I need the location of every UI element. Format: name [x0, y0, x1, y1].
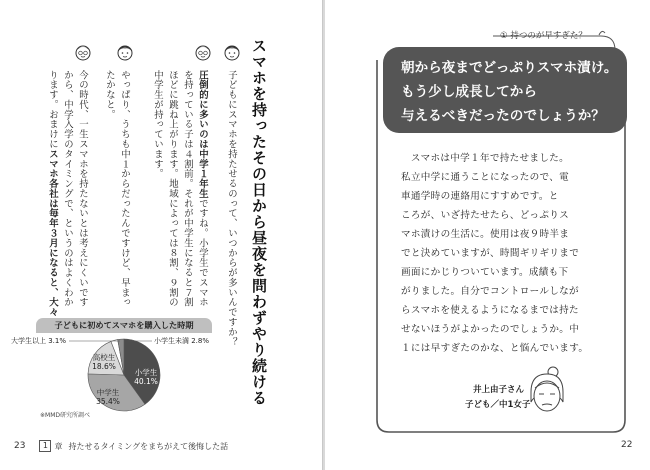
body-line: ころが、いざ持たせたら、どっぷりス: [401, 210, 570, 221]
body-line: 私立中学に通うことになったので、電: [401, 172, 570, 183]
body-line: がりました。自分でコントロールしなが: [401, 286, 579, 297]
text-run: ります。おまけに: [47, 70, 58, 150]
text-column: [76, 70, 88, 310]
expert-face-icon: [73, 42, 93, 62]
text-run: たかなと。: [104, 70, 115, 120]
slice-label: 中学生: [96, 388, 120, 397]
curl-icon: [597, 27, 607, 37]
chart-source-note: ※MMD研究所調べ: [40, 412, 91, 419]
text-column: [61, 70, 73, 310]
chapter-number-box: 1: [39, 440, 51, 452]
chart-title: 子どもに初めてスマホを購入した時期: [36, 318, 212, 333]
page-number: 23: [14, 441, 26, 451]
text-run: やっぱり、うちも中１からだったんですけど、早まっ: [119, 70, 130, 308]
body-line: らスマホを使えるようになるまでは持た: [401, 305, 579, 316]
text-column: [46, 70, 58, 318]
text-run: 圧倒的に多いのは中学１年生: [197, 70, 208, 199]
pie-chart-panel: [10, 318, 212, 420]
left-page: [0, 0, 323, 470]
case-tag: ① 持つのが早すぎた？: [500, 31, 587, 41]
slice-label: 小学生: [134, 368, 158, 377]
author-name: 井上由子さん: [473, 385, 525, 395]
slice-value-label: 18.6%: [92, 362, 116, 371]
page-number: 22: [621, 440, 633, 450]
text-run: 子どもにスマホを持たせるのって、いつからが多いんですか？: [226, 70, 237, 347]
mother-face-icon: [115, 42, 135, 62]
text-run: ですね。小学生でスマホ: [197, 198, 208, 308]
headline-line: 与えるべきだったのでしょうか？: [401, 108, 605, 124]
text-run: から、中学入学のタイミングで、というのはよくわか: [62, 70, 73, 308]
footer-left: [14, 440, 228, 452]
body-line: マホ漬けの生活に。使用は夜９時半ま: [401, 229, 570, 240]
body-line: 画面にかじりついています。成績も下: [401, 267, 569, 278]
chapter-title: 持たせるタイミングをまちがえて後悔した話: [68, 441, 229, 451]
body-line: スマホは中学１年で持たせました。: [401, 153, 570, 164]
text-run: スマホ各社は毎年３月になると、大々: [47, 149, 58, 318]
right-page: [325, 0, 650, 470]
mother-face-icon: [222, 42, 242, 62]
author-child-info: 子ども／中1女子: [465, 400, 531, 410]
body-line: でと決めていますが、時間ギリギリまで: [401, 248, 580, 259]
pie-chart: [10, 333, 212, 413]
slice-label: 大学生以上 3.1%: [10, 337, 66, 345]
expert-face-icon: [193, 42, 213, 62]
headline-line: もう少し成長してから: [401, 84, 537, 100]
body-line: １には早すぎたのかな、と悩んでいます。: [401, 343, 589, 354]
chapter-section-title: スマホを持ったその日から昼夜を問わずやり続ける: [250, 38, 268, 406]
text-run: ほどに跳ね上がります。地域によっては８割、９割の: [167, 70, 178, 308]
slice-label: 高校生: [92, 353, 116, 362]
text-run: を持っている子は４割前。それが中学生になると７割: [182, 70, 193, 308]
body-line: 車通学時の連絡用にすすめです。と: [401, 191, 559, 202]
woman-portrait-icon: [523, 364, 571, 420]
text-run: 今の時代、一生スマホを持たないとは考えにくいです: [77, 70, 88, 308]
slice-value-label: 40.1%: [134, 377, 158, 386]
body-line: せないほうがよかったのでしょうか。中: [401, 324, 580, 335]
headline-line: 朝から夜までどっぷりスマホ漬け。: [401, 60, 618, 76]
chapter-word: 章: [54, 441, 63, 451]
slice-value-label: 35.4%: [96, 397, 120, 406]
text-column: [225, 70, 237, 370]
text-run: 中学生が持っています。: [152, 70, 163, 179]
slice-label: 小学生未満 2.8%: [154, 337, 210, 345]
